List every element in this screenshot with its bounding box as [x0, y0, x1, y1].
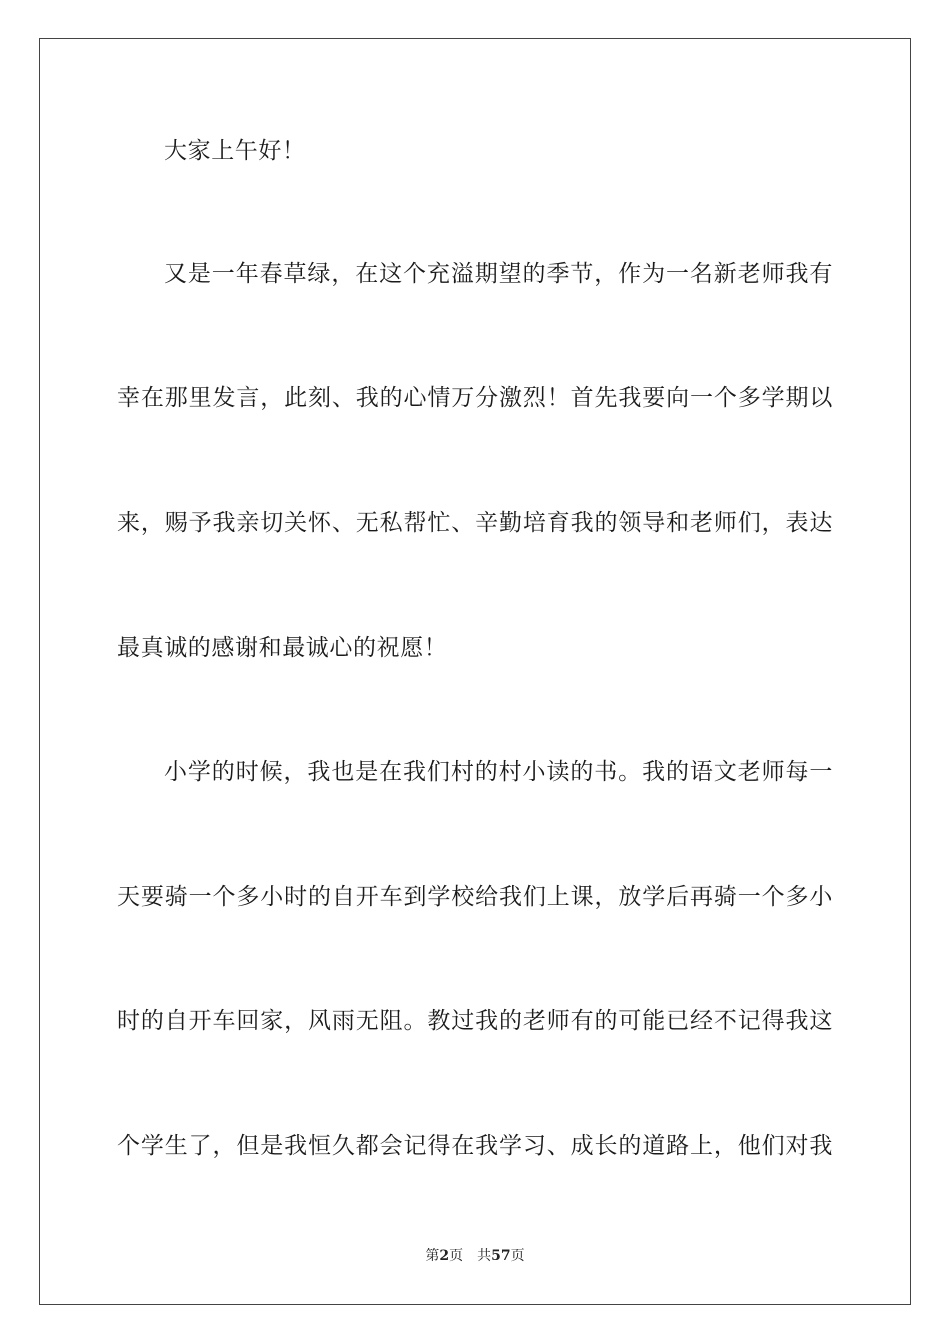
paragraph-2-line-2: 天要骑一个多小时的自开车到学校给我们上课，放学后再骑一个多小 [117, 884, 833, 910]
paragraph-2-line-4: 个学生了，但是我恒久都会记得在我学习、成长的道路上，他们对我 [117, 1133, 833, 1159]
page-number: 2 [439, 1248, 450, 1264]
page-label-suffix: 页 [449, 1248, 464, 1264]
greeting-line: 大家上午好！ [164, 138, 306, 164]
page-footer [0, 1247, 950, 1265]
paragraph-2-line-3: 时的自开车回家，风雨无阻。教过我的老师有的可能已经不记得我这 [117, 1008, 833, 1034]
paragraph-1-line-4: 最真诚的感谢和最诚心的祝愿！ [117, 635, 448, 661]
paragraph-2-line-1: 小学的时候，我也是在我们村的村小读的书。我的语文老师每一 [164, 759, 833, 785]
page-label-prefix: 第 [425, 1248, 440, 1264]
total-pages: 57 [491, 1248, 511, 1264]
total-label-prefix: 共 [477, 1248, 492, 1264]
paragraph-1-line-1: 又是一年春草绿，在这个充溢期望的季节，作为一名新老师我有 [164, 261, 833, 287]
paragraph-1-line-2: 幸在那里发言，此刻、我的心情万分激烈！首先我要向一个多学期以 [117, 385, 833, 411]
page-border [39, 38, 911, 1305]
paragraph-1-line-3: 来，赐予我亲切关怀、无私帮忙、辛勤培育我的领导和老师们，表达 [117, 510, 833, 536]
total-label-suffix: 页 [510, 1248, 525, 1264]
